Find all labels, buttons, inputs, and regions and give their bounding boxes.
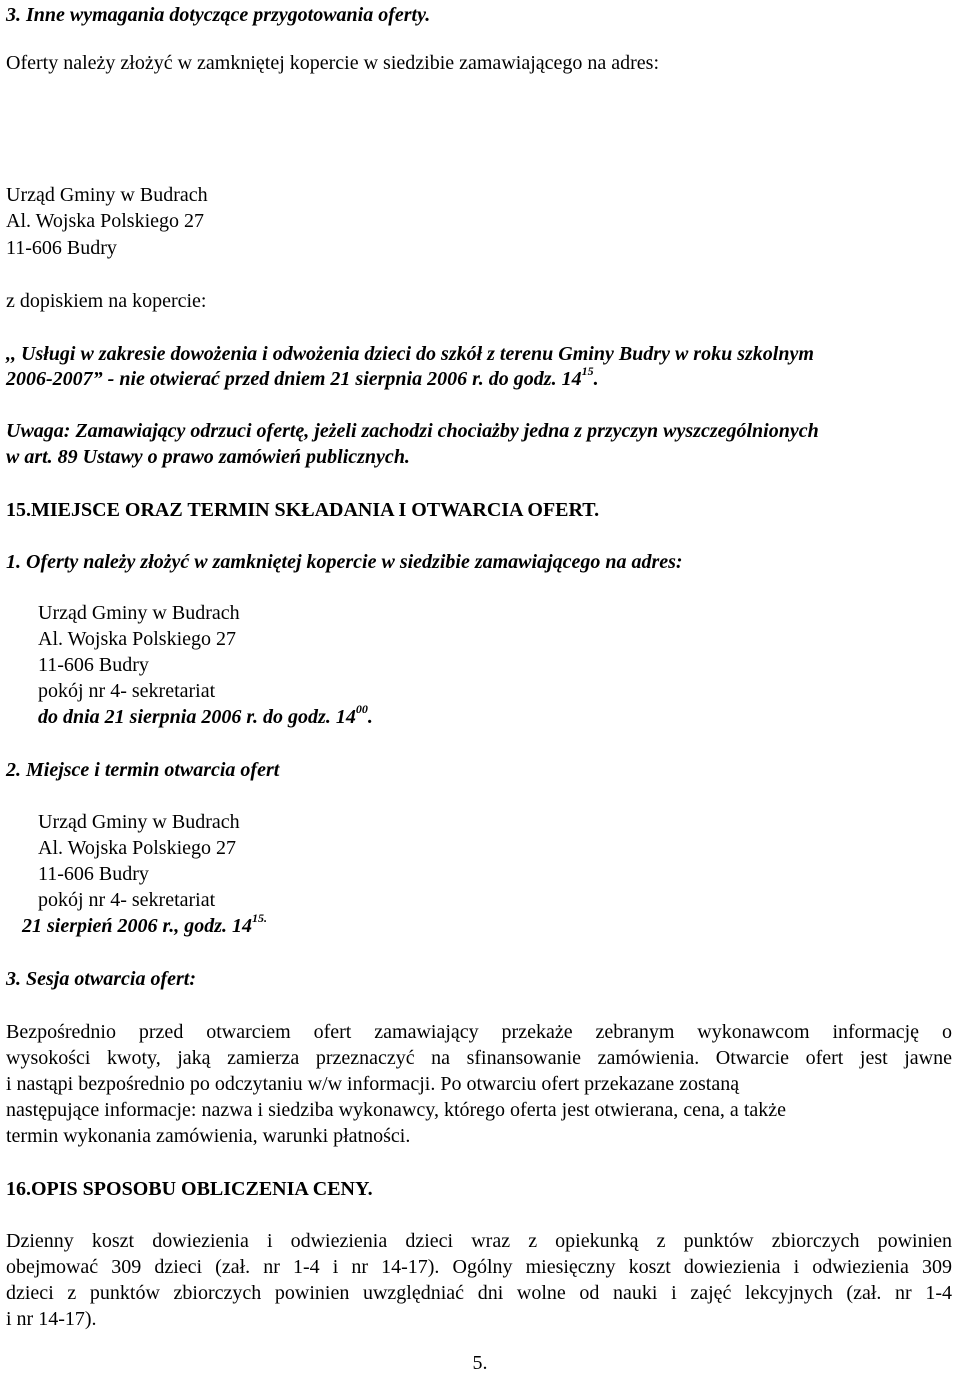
section-15-heading: 15.MIEJSCE ORAZ TERMIN SKŁADANIA I OTWARCIA OFERT. [6,499,600,521]
item-2-heading [6,757,279,783]
address-line: Urząd Gminy w Budrach [38,602,240,624]
item-1-heading [6,549,683,575]
paragraph-line: termin wykonania zamówienia, warunki płatności. [6,1125,411,1147]
opening-date-text: 21 sierpień 2006 r., godz. 14 [22,915,253,937]
envelope-note-label: z dopiskiem na kopercie: [6,290,207,312]
paragraph-line: następujące informacje: nazwa i siedziba wykonawcy, którego oferta jest otwierana, cena, a także [6,1099,786,1121]
paragraph-line: obejmować 309 dzieci (zał. nr 1-4 i nr 14-17). Ogólny miesięczny koszt dowiezienia i odwiezienia 309 [6,1256,952,1278]
address-line: 11-606 Budry [38,654,149,676]
item-1-text: Oferty należy złożyć w zamkniętej kopercie w siedzibie zamawiającego na adres: [21,551,683,573]
address-line: 11-606 Budry [6,237,117,259]
submission-deadline [38,704,373,730]
paragraph-line: i nr 14-17). [6,1308,97,1330]
envelope-text-line [6,366,599,392]
item-3-number: 3. [6,968,21,990]
envelope-text: 2006-2007” - nie otwierać przed dniem 21 sierpnia 2006 r. do godz. 14 [6,368,582,390]
address-line: pokój nr 4- sekretariat [38,889,216,911]
item-3-text: Sesja otwarcia ofert: [21,968,196,990]
deadline-end: . [367,706,373,728]
paragraph-line: wysokości kwoty, jaką zamierza przeznaczyć na sfinansowanie zamówienia. Otwarcie ofert jest jawne [6,1047,952,1069]
address-line: 11-606 Budry [38,863,149,885]
deadline-hour-sup: 00 [355,702,368,717]
section-3-heading: 3. Inne wymagania dotyczące przygotowania oferty. [6,4,431,26]
paragraph-line: i nastąpi bezpośrednio po odczytaniu w/w informacji. Po otwarciu ofert przekazane zostaną [6,1073,740,1095]
address-line: Al. Wojska Polskiego 27 [38,628,237,650]
page-number: 5. [472,1352,488,1374]
opening-date [22,913,267,939]
section-3-intro: Oferty należy złożyć w zamkniętej kopercie w siedzibie zamawiającego na adres: [6,52,660,74]
paragraph-line: Bezpośrednio przed otwarciem ofert zamawiający przekaże zebranym wykonawcom informację o [6,1021,952,1043]
item-3-heading [6,966,196,992]
deadline-text: do dnia 21 sierpnia 2006 r. do godz. 14 [38,706,356,728]
warning-line: Uwaga: Zamawiający odrzuci ofertę, jeżeli zachodzi chociażby jedna z przyczyn wyszczególnionych [6,420,819,442]
address-line: Urząd Gminy w Budrach [6,184,208,206]
section-16-heading: 16.OPIS SPOSOBU OBLICZENIA CENY. [6,1178,373,1200]
address-line: Al. Wojska Polskiego 27 [6,210,205,232]
item-2-number: 2. [6,759,21,781]
envelope-text-line: ,, Usługi w zakresie dowożenia i odwożenia dzieci do szkół z terenu Gminy Budry w roku szkolnym [6,343,814,365]
envelope-hour-sup: 15 [581,364,594,379]
address-line: Urząd Gminy w Budrach [38,811,240,833]
paragraph-line: Dzienny koszt dowiezienia i odwiezienia dzieci wraz z opiekunką z punktów zbiorczych powinien [6,1230,952,1252]
paragraph-line: dzieci z punktów zbiorczych powinien uwzględniać dni wolne od nauki i zajęć lekcyjnych (zał. nr 1-4 [6,1282,952,1304]
warning-line: w art. 89 Ustawy o prawo zamówień publicznych. [6,446,410,468]
address-line: pokój nr 4- sekretariat [38,680,216,702]
envelope-end: . [593,368,599,390]
opening-hour-sup: 15. [252,911,268,926]
item-2-text: Miejsce i termin otwarcia ofert [21,759,280,781]
item-1-number: 1. [6,551,21,573]
address-line: Al. Wojska Polskiego 27 [38,837,237,859]
